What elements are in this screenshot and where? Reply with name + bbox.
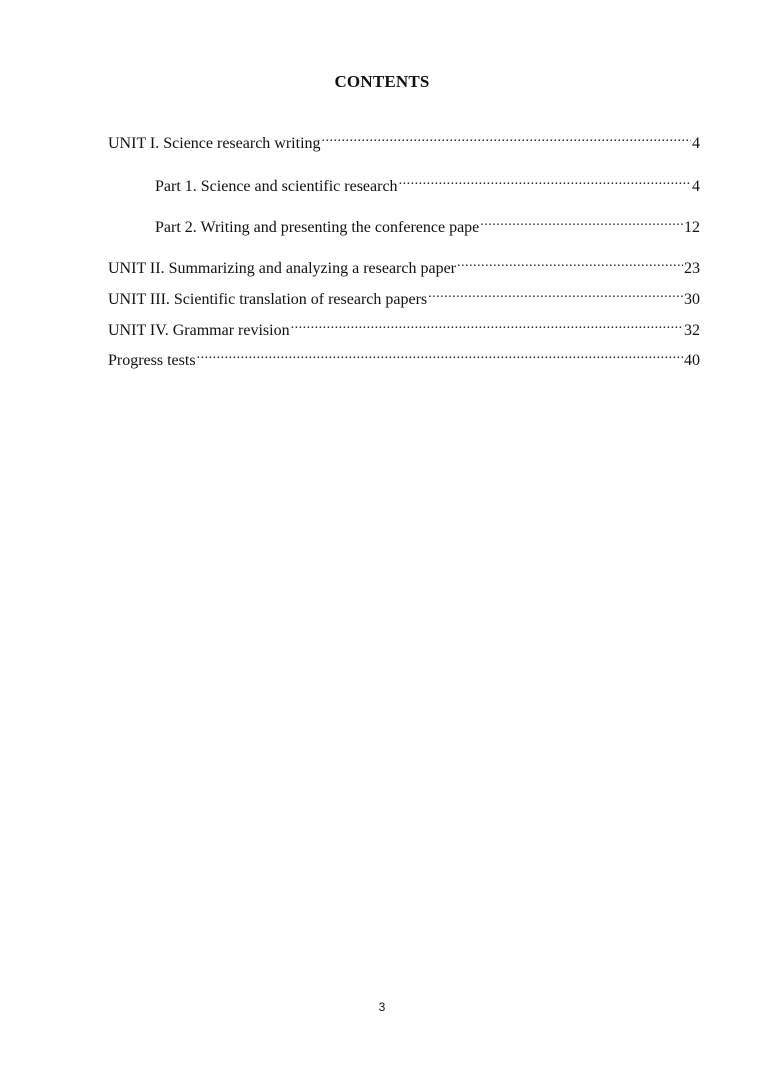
- toc-entry-page: 23: [684, 260, 700, 277]
- contents-heading: CONTENTS: [334, 72, 430, 91]
- toc-entry-page: 4: [692, 178, 700, 195]
- toc-entry-page: 4: [692, 135, 700, 152]
- dot-leader: [428, 284, 683, 304]
- toc-entry-label: Part 2. Writing and presenting the conference pape: [155, 219, 480, 236]
- toc-entry-label: UNIT I. Science research writing: [108, 135, 321, 152]
- dot-leader: [322, 128, 691, 148]
- toc-entry-label: UNIT III. Scientific translation of research papers: [108, 291, 428, 308]
- toc-entry-label: Progress tests: [108, 352, 196, 369]
- toc-entry-label: Part 1. Science and scientific research: [155, 178, 398, 195]
- page-number: 3: [378, 1000, 386, 1014]
- toc-entry-label: UNIT II. Summarizing and analyzing a research paper: [108, 260, 457, 277]
- toc-entry-page: 32: [684, 322, 700, 339]
- toc-entry-unit-3: [108, 284, 700, 308]
- dot-leader: [291, 315, 683, 335]
- toc-entry-unit-1: [108, 128, 700, 152]
- toc-entry-label: UNIT IV. Grammar revision: [108, 322, 290, 339]
- dot-leader: [197, 345, 683, 365]
- toc-entry-part-1: [155, 171, 700, 195]
- dot-leader: [457, 253, 683, 273]
- dot-leader: [399, 171, 691, 191]
- dot-leader: [480, 212, 683, 232]
- toc-entry-page: 30: [684, 291, 700, 308]
- toc-entry-part-2: [155, 212, 700, 236]
- toc-entry-page: 12: [684, 219, 700, 236]
- toc-entry-page: 40: [684, 352, 700, 369]
- toc-entry-progress-tests: [108, 345, 700, 369]
- toc-entry-unit-2: [108, 253, 700, 277]
- toc-entry-unit-4: [108, 315, 700, 339]
